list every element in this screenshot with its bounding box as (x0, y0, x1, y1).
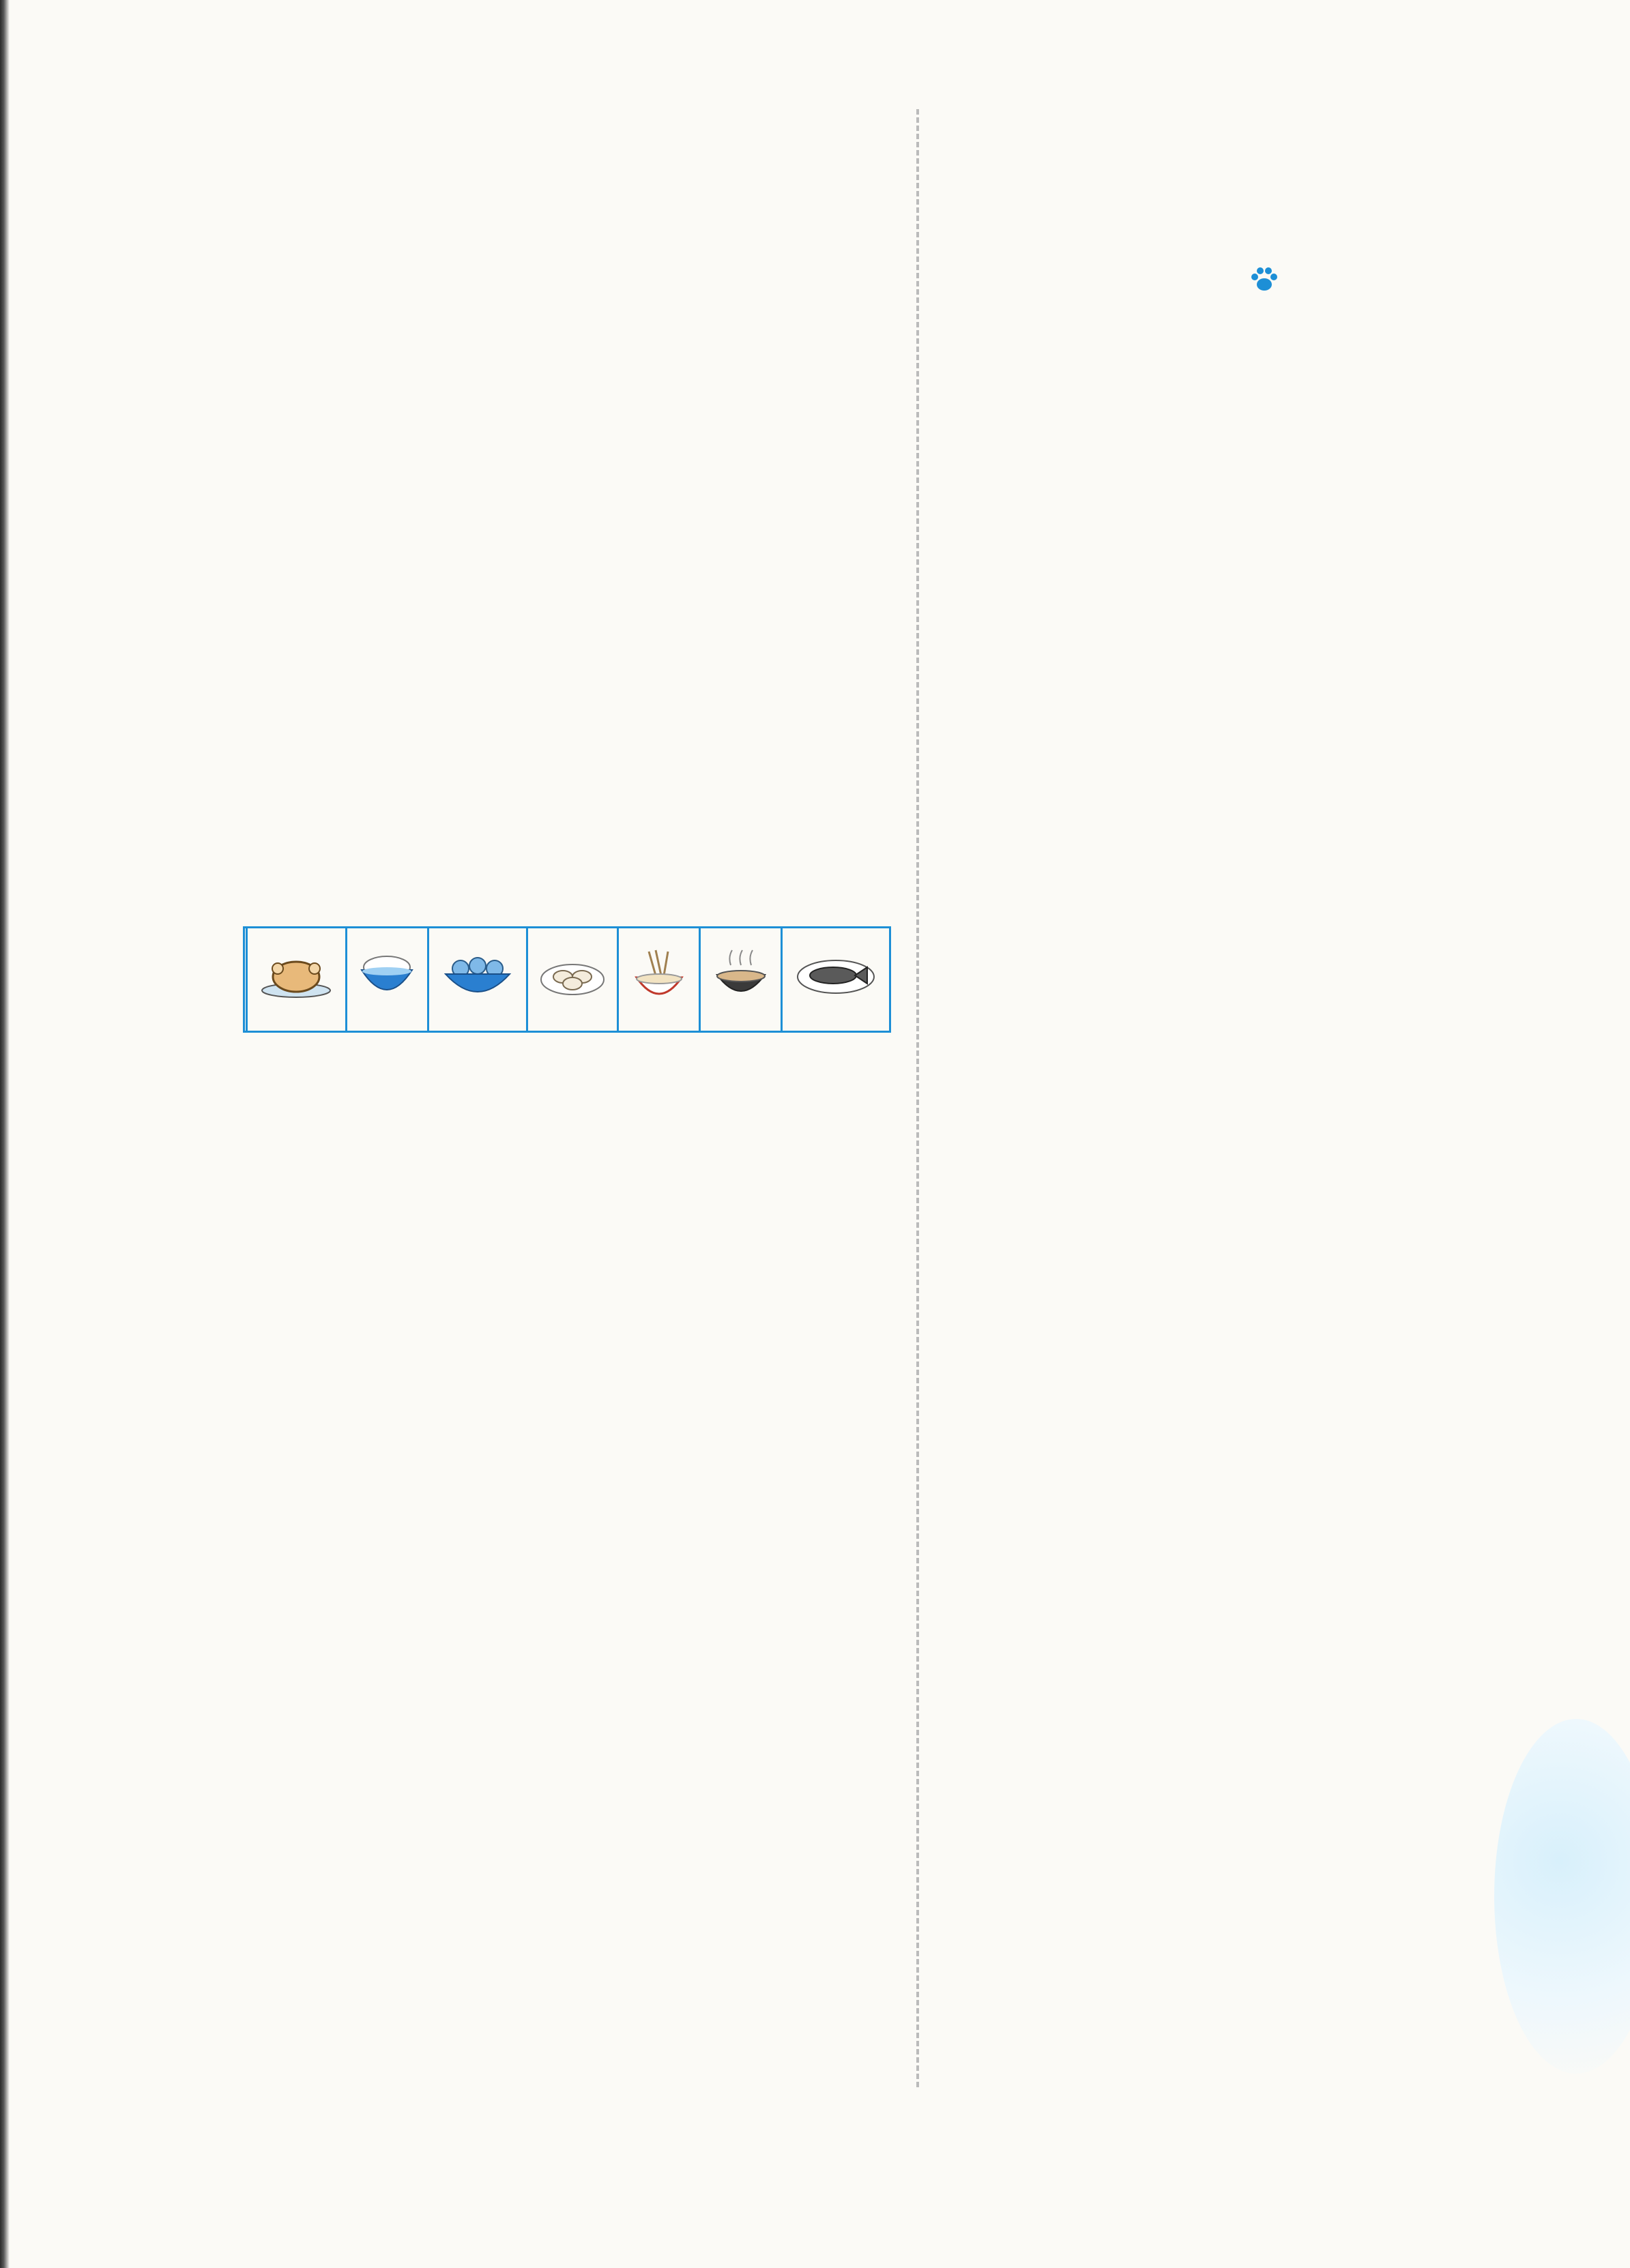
binding-edge (0, 0, 10, 2268)
fish-icon (782, 928, 890, 1032)
mascot-decoration (1494, 1719, 1630, 2074)
paw-icon (1249, 253, 1279, 308)
noodles-icon (618, 928, 700, 1032)
food-check-table (243, 926, 891, 1032)
chicken-icon (246, 928, 346, 1032)
dumplings-icon (527, 928, 618, 1032)
eggs-icon (428, 928, 527, 1032)
rice-icon (346, 928, 428, 1032)
food-image-row (244, 928, 890, 1032)
listening-passage (321, 123, 898, 186)
soup-icon (700, 928, 782, 1032)
column-divider (916, 109, 919, 2087)
section-title (938, 251, 1600, 308)
